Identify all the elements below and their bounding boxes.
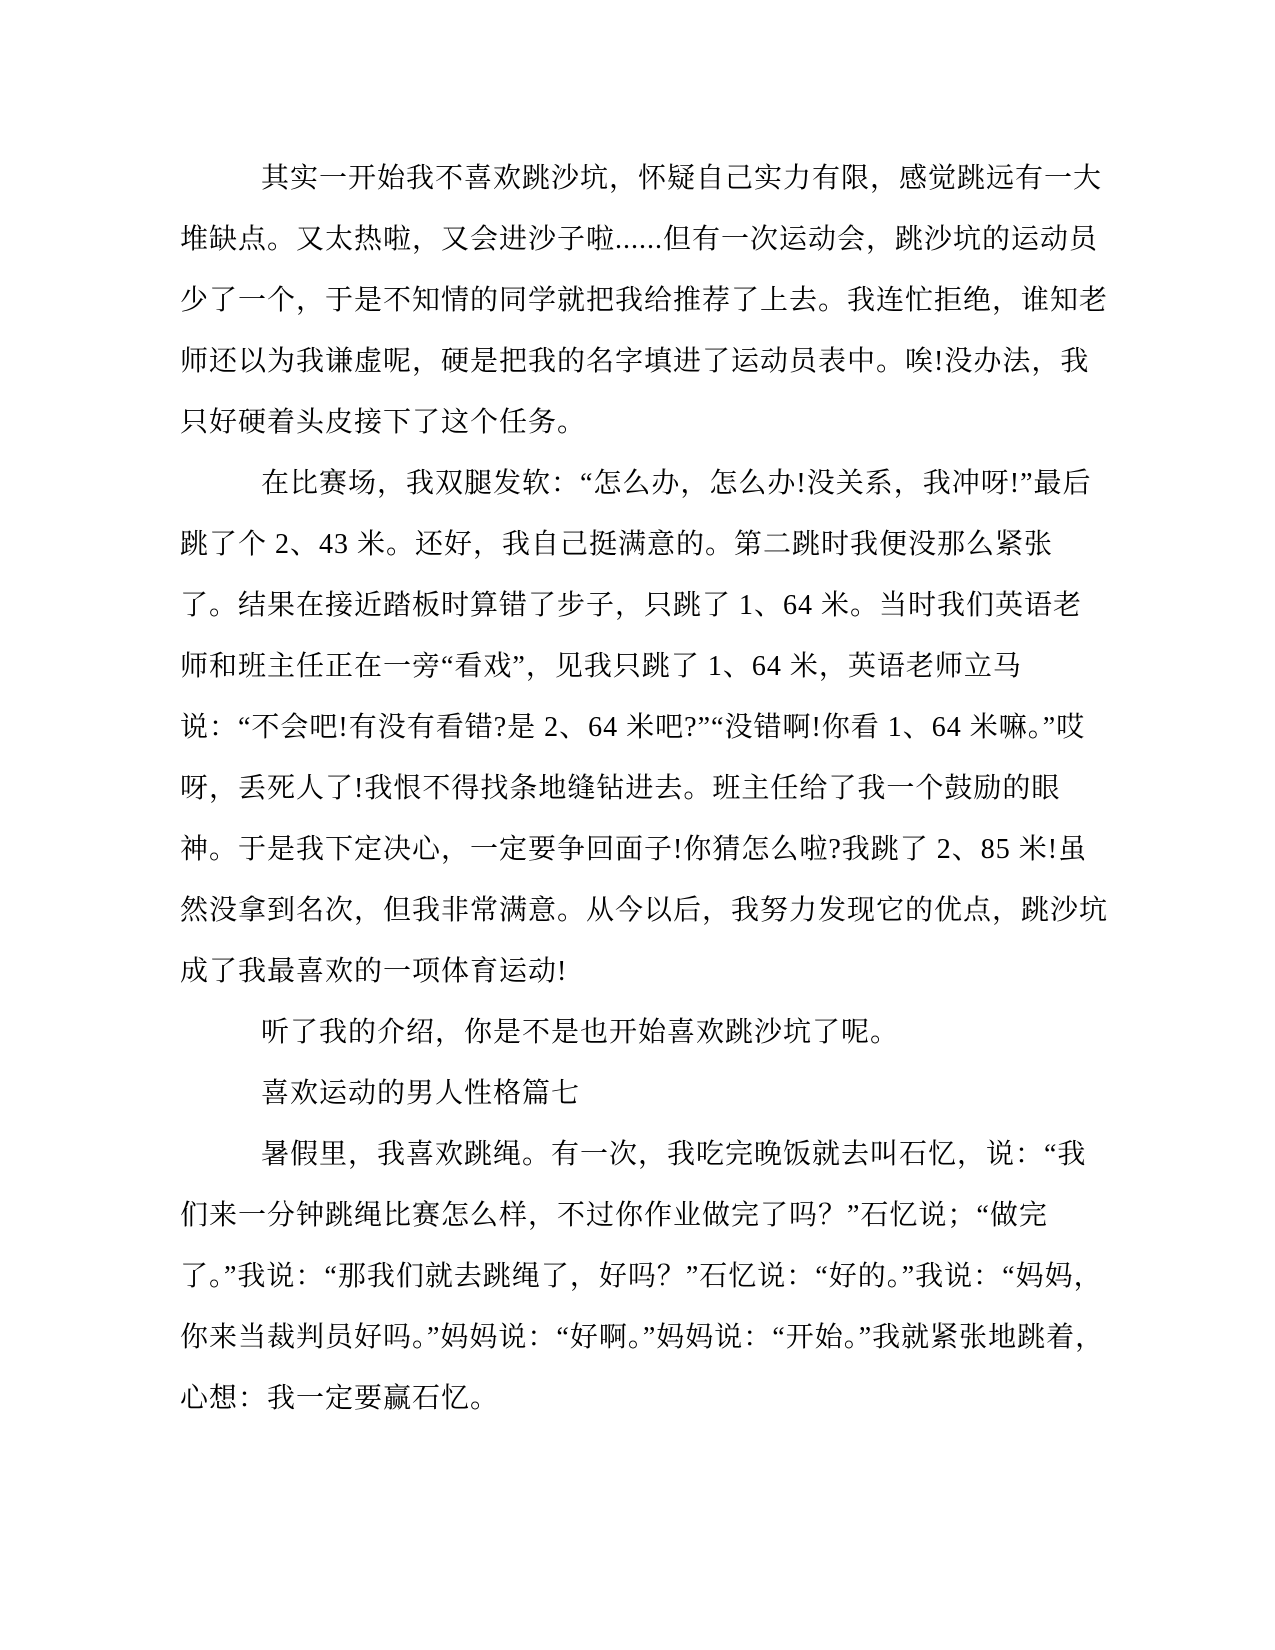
paragraph-section-heading: 喜欢运动的男人性格篇七 — [261, 1078, 581, 1109]
paragraph: 听了我的介绍，你是不是也开始喜欢跳沙坑了呢。 — [261, 1017, 900, 1048]
paragraph: 在比赛场，我双腿发软：“怎么办，怎么办!没关系，我冲呀!”最后跳了个 2、43 米。还好，我自己挺满意的。第二跳时我便没那么紧张了。结果在接近踏板时算错了步子，只跳了 1、64 米。当时我们英语老师和班主任正在一旁“看戏”，见我只跳了 1、64 米，英语老师立马说：“不会吧!有没有看错?是 2、64 米吧?”“没错啊!你看 1、64 米嘛。”哎呀，丢死人了!我恨不得找条地缝钻进去。班主任给了我一个鼓励的眼神。于是我下定决心，一定要争回面子!你猜怎么啦?我跳了 2、85 米!虽然没拿到名次，但我非常满意。从今以后，我努力发现它的优点，跳沙坑成了我最喜欢的一项体育运动! — [180, 468, 1109, 987]
document-body — [180, 148, 1110, 1429]
paragraph: 暑假里，我喜欢跳绳。有一次，我吃完晚饭就去叫石忆，说：“我们来一分钟跳绳比赛怎么样，不过你作业做完了吗？”石忆说；“做完了。”我说：“那我们就去跳绳了，好吗？”石忆说：“好的。”我说：“妈妈，你来当裁判员好吗。”妈妈说：“好啊。”妈妈说：“开始。”我就紧张地跳着，心想：我一定要赢石忆。 — [180, 1139, 1105, 1414]
paragraph: 其实一开始我不喜欢跳沙坑，怀疑自己实力有限，感觉跳远有一大堆缺点。又太热啦，又会进沙子啦......但有一次运动会，跳沙坑的运动员少了一个，于是不知情的同学就把我给推荐了上去。我连忙拒绝，谁知老师还以为我谦虚呢，硬是把我的名字填进了运动员表中。唉!没办法，我只好硬着头皮接下了这个任务。 — [180, 163, 1109, 438]
